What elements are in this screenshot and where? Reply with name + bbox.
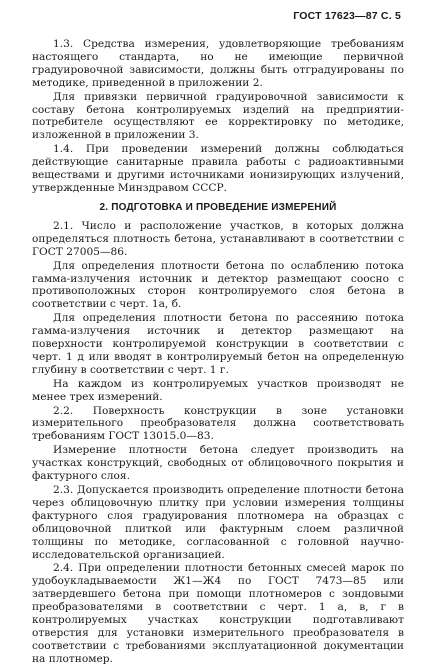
paragraph-1-4: 1.4. При проведении измерений должны соблюдаться действующие санитарные правила работы с радиоактивными веществами и другими источниками ионизирующих излучений, утвержденные Минздравом СССР.: [32, 143, 404, 194]
section-heading: 2. ПОДГОТОВКА И ПРОВЕДЕНИЕ ИЗМЕРЕНИЙ: [99, 201, 337, 213]
paragraph-scattering: Для определения плотности бетона по рассеянию потока гамма-излучения источник и детектор размещают на поверхности контролируемой конструкции в соответствии с черт. 1 д или вводят в контролируемый бетон на определенную глубину в соответствии с черт. 1 г.: [32, 312, 404, 376]
page-header: ГОСТ 17623—87 С. 5: [293, 10, 401, 22]
paragraph-calibration-binding: Для привязки первичной градуировочной зависимости к составу бетона контролируемых изделий на предприятии-потребителе осуществляют ее корректировку по методике, изложенной в приложении 3.: [32, 90, 404, 142]
paragraph-2-2: 2.2. Поверхность конструкции в зоне установки измерительного преобразователя должна соответствовать требованиям ГОСТ 13015.0—83.: [32, 404, 404, 443]
paragraph-2-4: 2.4. При определении плотности бетонных смесей марок по удобоукладываемости Ж1—Ж4 по ГОСТ 7473—85 или затвердевшего бетона при помощи плотномеров с зондовыми преобразователями в соответствии с черт. 1 а, в, г в контролируемых участках конструкции подготавливают отверстия для установки измерительного преобразователя в соответствии с требованиями эксплуатационной документации на плотномер.: [32, 562, 404, 665]
paragraph-three-measurements: На каждом из контролируемых участков производят не менее трех измерений.: [32, 377, 404, 403]
document-body: [32, 38, 404, 667]
paragraph-2-1: 2.1. Число и расположение участков, в которых должна определяться плотность бетона, устанавливают в соответствии с ГОСТ 27005—86.: [32, 219, 404, 258]
paragraph-2-3: 2.3. Допускается производить определение плотности бетона через облицовочную плитку при условии измерения толщины фактурного слоя градуирования плотномера на образцах с облицовочной плиткой или фактурным слоем различной толщины по методике, согласованной с головной научно-исследовательской организацией.: [32, 484, 404, 561]
paragraph-1-3: 1.3. Средства измерения, удовлетворяющие требованиям настоящего стандарта, но не имеющие первичной градуировочной зависимости, должны быть отградуированы по методике, приведенной в приложении 2.: [32, 38, 404, 89]
paragraph-attenuation: Для определения плотности бетона по ослаблению потока гамма-излучения источник и детектор размещают соосно с противоположных сторон контролируемого слоя бетона в соответствии с черт. 1а, б.: [32, 259, 404, 311]
paragraph-measurement-areas: Измерение плотности бетона следует производить на участках конструкций, свободных от облицовочного покрытия и фактурного слоя.: [32, 444, 404, 483]
